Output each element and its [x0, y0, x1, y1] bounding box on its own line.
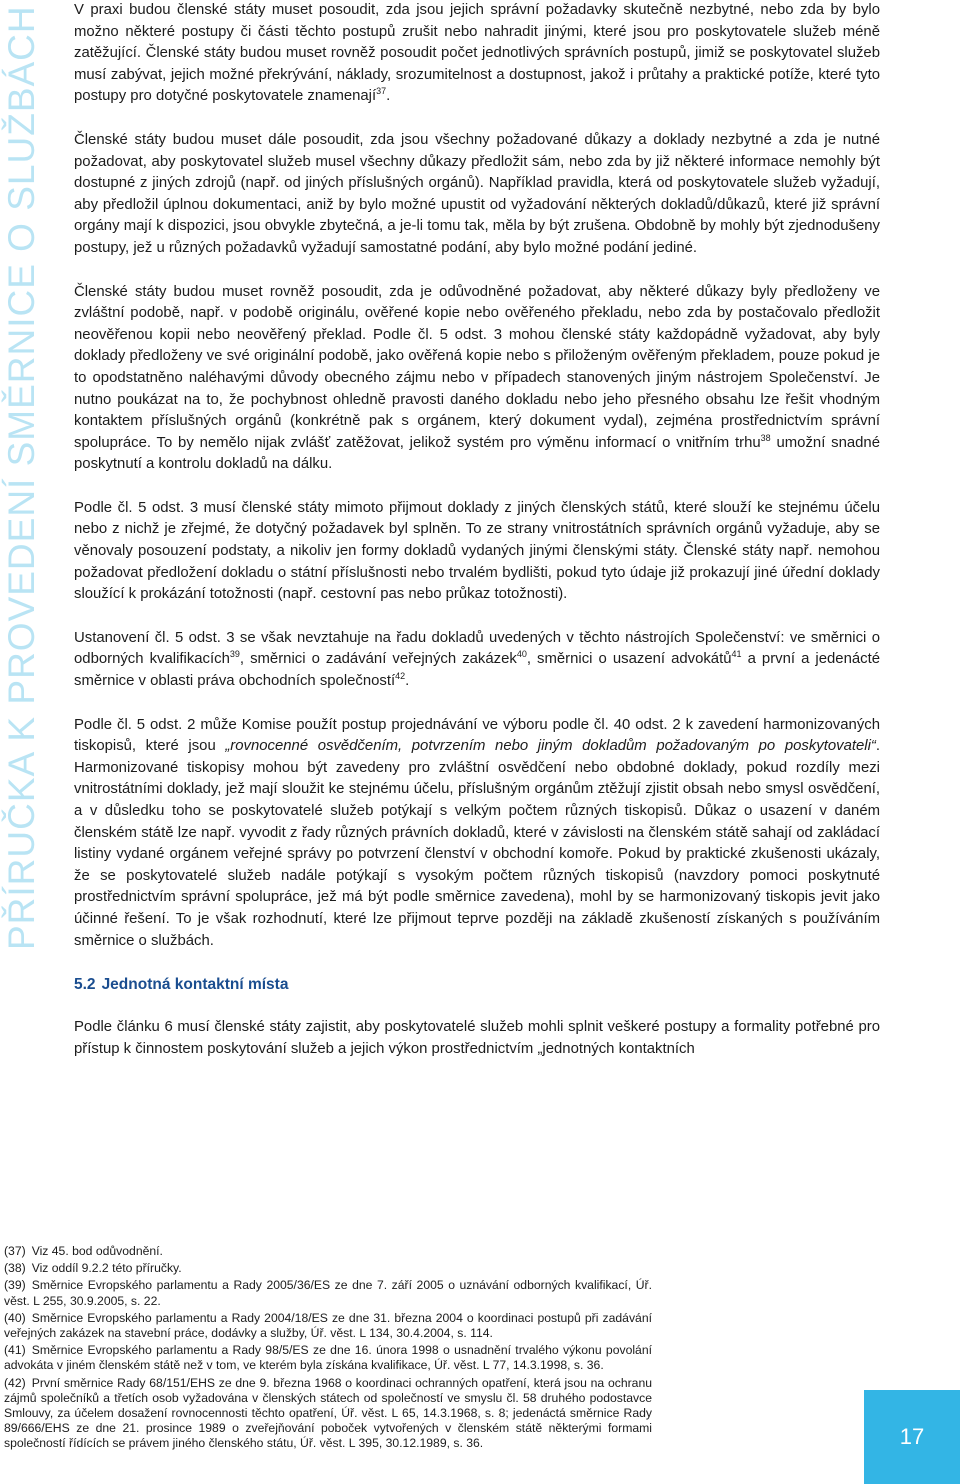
paragraph-4: Podle čl. 5 odst. 3 musí členské státy mimoto přijmout doklady z jiných členských států, které slouží ke stejnému účelu nebo z nichž je zřejmé, že dotyčný požadavek byl splněn. To ze strany vnitrostátních správních orgánů vyžaduje, aby se věnovaly posouzení podstaty, a nikoliv jen formy dokladů vydaných jinými členskými státy. Členské státy např. nemohou požadovat předložení dokladu o státní příslušnosti nebo trvalém bydlišti, pokud tyto údaje již prokazují jiné úřední doklady sloužící k prokázání totožnosti (např. cestovní pas nebo průkaz totožnosti).: [74, 499, 880, 603]
document-side-title: PŘÍRUČKA K PROVEDENÍ SMĚRNICE O SLUŽBÁCH: [1, 5, 42, 950]
section-title: Jednotná kontaktní místa: [101, 976, 289, 994]
footnote-ref-40[interactable]: 40: [516, 649, 527, 660]
footnotes: [4, 1244, 652, 1454]
paragraph-2: Členské státy budou muset dále posoudit, zda jsou všechny požadované důkazy a doklady nezbytné a zda je nutné požadovat, aby poskytovatel služeb musel všechny důkazy předložit sám, nebo zda by již některé informace nemohly být dostupné z jiných zdrojů (např. od jiných příslušných orgánů). Například pravidla, která od poskytovatele služeb vyžadují, aby předložil úplnou dokumentaci, aniž by bylo možné upustit od vyžadování některých dokladů/důkazů, které již správní orgány mají k dispozici, jsou obvykle zbytečná, a je-li tomu tak, měla by být zrušena. Obdobně by mohly být zjednodušeny postupy, jež u různých požadavků vyžadují samostatné podání, aby bylo možné podání jediné.: [74, 131, 880, 256]
page-number-badge: 17: [864, 1390, 960, 1484]
section-number: 5.2: [74, 976, 96, 994]
footnote-38: (38) Viz oddíl 9.2.2 této příručky.: [4, 1261, 182, 1276]
footnote-ref-38[interactable]: 38: [760, 432, 771, 443]
footnote-40: (40) Směrnice Evropského parlamentu a Rady 2004/18/ES ze dne 31. března 2004 o koordinaci postupů při zadávání veřejných zakázek na stavební práce, dodávky a služby, Úř. věst. L 134, 30.4.2004, s. 114.: [4, 1310, 652, 1341]
paragraph-3: Členské státy budou muset rovněž posoudit, zda je odůvodněné požadovat, aby některé důkazy byly předloženy ve zvláštní podobě, např. v podobě originálu, ověřené kopie nebo ověřeného překladu, nebo zda by postačovalo předložit neověřenou kopii nebo neověřený překlad. Podle čl. 5 odst. 3 mohou členské státy každopádně vyžadovat, aby byly doklady předloženy ve své originální podobě, jako ověřená kopie nebo s přiloženým ověřeným překladem, pouze pokud je to opodstatněno naléhavými důvody obecného zájmu nebo v případech stanovených jiným nástrojem Společenství. Je nutno poukázat na to, že pochybnost ohledně pravosti daného dokladu nebo jeho přesného obsahu lze řešit vhodným kontaktem příslušných orgánů (konkrétně pak s orgánem, který dokument vydal), zejména prostřednictvím správní spolupráce. To by nemělo nijak zvlášť zatěžovat, jelikož systém pro výměnu informací o vnitřním trhu$^{38}$ umožní snadné poskytnutí a kontrolu dokladů na dálku.: [74, 283, 880, 473]
footnote-42: (42) První směrnice Rady 68/151/EHS ze dne 9. března 1968 o koordinaci ochranných opatření, která jsou na ochranu zájmů společníků a třetích osob vyžadována v členských státech od společností ve smyslu čl. 58 druhého podostavce Smlouvy, za účelem dosažení rovnocennosti těchto opatření, Úř. věst. L 65, 14.3.1968, s. 8; jedenáctá směrnice Rady 89/666/EHS ze dne 21. prosince 1989 o zveřejňování poboček vytvořených v členském státě některými formami společností řídících se právem jiného členského státu, Úř. věst. L 395, 30.12.1989, s. 36.: [4, 1375, 652, 1451]
footnote-37: (37) Viz 45. bod odůvodnění.: [4, 1244, 163, 1258]
footnote-ref-39[interactable]: 39: [229, 649, 240, 660]
main-content: [74, 0, 880, 1082]
footnote-39: (39) Směrnice Evropského parlamentu a Rady 2005/36/ES ze dne 7. září 2005 o uznávání odborných kvalifikací, Úř. věst. L 255, 30.9.2005, s. 22.: [4, 1278, 652, 1308]
footnote-ref-41[interactable]: 41: [731, 649, 742, 660]
paragraph-6: Podle čl. 5 odst. 2 může Komise použít postup projednávání ve výboru podle čl. 40 odst. 2 k zavedení harmonizovaných tiskopisů, které jsou „rovnocenné osvědčením, potvrzením nebo jiným dokladům požadovaným po poskytovateli“. Harmonizované tiskopisy mohou být zavedeny pro zvláštní osvědčení nebo obdobné doklady, pokud rozdíly mezi vnitrostátními doklady, jež mají sloužit ke stejnému účelu, příslušným orgánům ztěžují zjistit obsah nebo smysl osvědčení, a v důsledku toho se poskytovatelé služeb potýkají s velkým počtem různých tiskopisů. Důkaz o usazení v daném členském státě lze např. vyvodit z řady různých právních dokladů, které v závislosti na členském státě sahají od zakládací listiny vydané orgánem veřejné správy po potvrzení členství v obchodní komoře. Pokud by praktické zkušenosti ukázaly, že se poskytovatelé služeb nadále potýkají s vysokým počtem různých tiskopisů (navzdory pomoci poskytnuté prostřednictvím správní spolupráce, jež má být podle směrnice zavedena), mohl by se harmonizovaný tiskopis jevit jako účinné řešení. To je však rozhodnutí, které lze přijmout teprve později na základě zkušeností získaných s používáním směrnice o službách.: [74, 716, 881, 949]
footnote-ref-37[interactable]: 37: [376, 86, 387, 97]
footnote-41: (41) Směrnice Evropského parlamentu a Rady 98/5/ES ze dne 16. února 1998 o usnadnění trvalého výkonu povolání advokáta v jiném členském státě než v tom, ve kterém byla získána kvalifikace, Úř. věst. L 77, 14.3.1998, s. 36.: [4, 1343, 652, 1373]
paragraph-7: Podle článku 6 musí členské státy zajistit, aby poskytovatelé služeb mohli splnit veškeré postupy a formality potřebné pro přístup k činnostem poskytování služeb a jejich výkon prostřednictvím „jednotných kontaktních: [74, 1019, 880, 1057]
section-heading: [74, 974, 880, 996]
paragraph-1: V praxi budou členské státy muset posoudit, zda jsou jejich správní požadavky skutečně nezbytné, nebo zda by bylo možno některé postupy či části těchto postupů zrušit nebo nahradit jinými, které jsou pro poskytovatele služeb méně zatěžující. Členské státy budou muset rovněž posoudit počet jednotlivých správních postupů, jimiž se poskytovatel služeb musí zabývat, jejich možné překrývání, náklady, srozumitelnost a dostupnost, jakož i průtahy a praktické potíže, které tyto postupy pro dotyčné poskytovatele znamenají$^{37}$.: [74, 2, 880, 105]
footnote-ref-42[interactable]: 42: [395, 671, 406, 682]
paragraph-5: Ustanovení čl. 5 odst. 3 se však nevztahuje na řadu dokladů uvedených v těchto nástrojích Společenství: ve směrnici o odborných kvalifikacích$^{39}$, směrnici o zadávání veřejných zakázek$^{40}$, směrnici o usazení advokátů$^{41}$ a první a jedenácté směrnice v oblasti práva obchodních společností$^{42}$.: [74, 629, 881, 690]
